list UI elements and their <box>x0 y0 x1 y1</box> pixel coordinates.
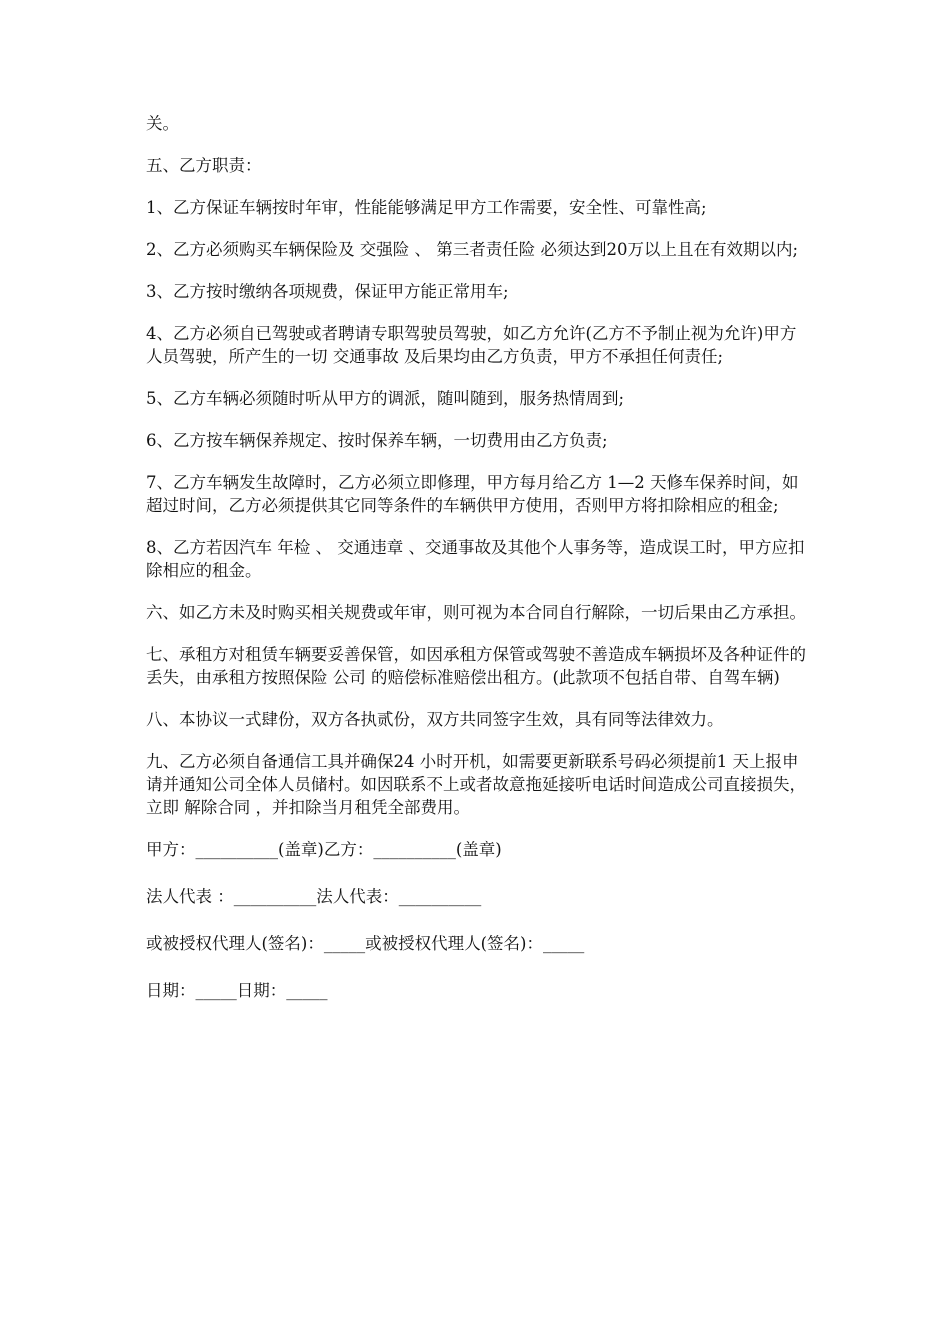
clause-paragraph: 八、本协议一式肆份，双方各执贰份，双方共同签字生效，具有同等法律效力。 <box>146 710 724 729</box>
clause-paragraph: 3、乙方按时缴纳各项规费，保证甲方能正常用车; <box>146 282 509 301</box>
legal-representative-line: 法人代表 ：__________法人代表：__________ <box>146 887 482 906</box>
contract-page <box>146 112 810 1026</box>
clause-paragraph: 5、乙方车辆必须随时听从甲方的调派，随叫随到，服务热情周到; <box>146 389 625 408</box>
clause-paragraph: 关。 <box>146 114 179 133</box>
authorized-agent-line: 或被授权代理人(签名)：_____或被授权代理人(签名)：_____ <box>146 934 585 953</box>
clause-paragraph: 2、乙方必须购买车辆保险及 交强险 、 第三者责任险 必须达到20万以上且在有效期以内; <box>146 240 799 259</box>
clause-paragraph: 7、乙方车辆发生故障时，乙方必须立即修理，甲方每月给乙方 1—2 天修车保养时间，如超过时间，乙方必须提供其它同等条件的车辆供甲方使用，否则甲方将扣除相应的租金; <box>146 473 799 515</box>
section-heading: 五、乙方职责： <box>146 156 262 175</box>
clause-paragraph: 4、乙方必须自已驾驶或者聘请专职驾驶员驾驶，如乙方允许(乙方不予制止视为允许)甲方人员驾驶，所产生的一切 交通事故 及后果均由乙方负责，甲方不承担任何责任; <box>146 324 797 366</box>
clause-paragraph: 6、乙方按车辆保养规定、按时保养车辆，一切费用由乙方负责; <box>146 431 608 450</box>
clause-paragraph: 七、承租方对租赁车辆要妥善保管，如因承租方保管或驾驶不善造成车辆损坏及各种证件的丢失，由承租方按照保险 公司 的赔偿标准赔偿出租方。(此款项不包括自带、自驾车辆) <box>146 645 806 687</box>
clause-paragraph: 1、乙方保证车辆按时年审，性能能够满足甲方工作需要，安全性、可靠性高; <box>146 198 707 217</box>
clause-paragraph: 8、乙方若因汽车 年检 、 交通违章 、交通事故及其他个人事务等，造成误工时，甲方应扣除相应的租金。 <box>146 538 805 580</box>
date-line: 日期：_____日期：_____ <box>146 981 328 1000</box>
clause-paragraph: 九、乙方必须自备通信工具并确保24 小时开机，如需要更新联系号码必须提前1 天上报申请并通知公司全体人员储村。如因联系不上或者故意拖延接听电话时间造成公司直接损失，立即 解除合同 ，并扣除当月租凭全部费用。 <box>146 752 806 817</box>
clause-paragraph: 六、如乙方未及时购买相关规费或年审，则可视为本合同自行解除，一切后果由乙方承担。 <box>146 603 806 622</box>
party-signature-line: 甲方：__________(盖章)乙方：__________(盖章) <box>146 840 502 859</box>
